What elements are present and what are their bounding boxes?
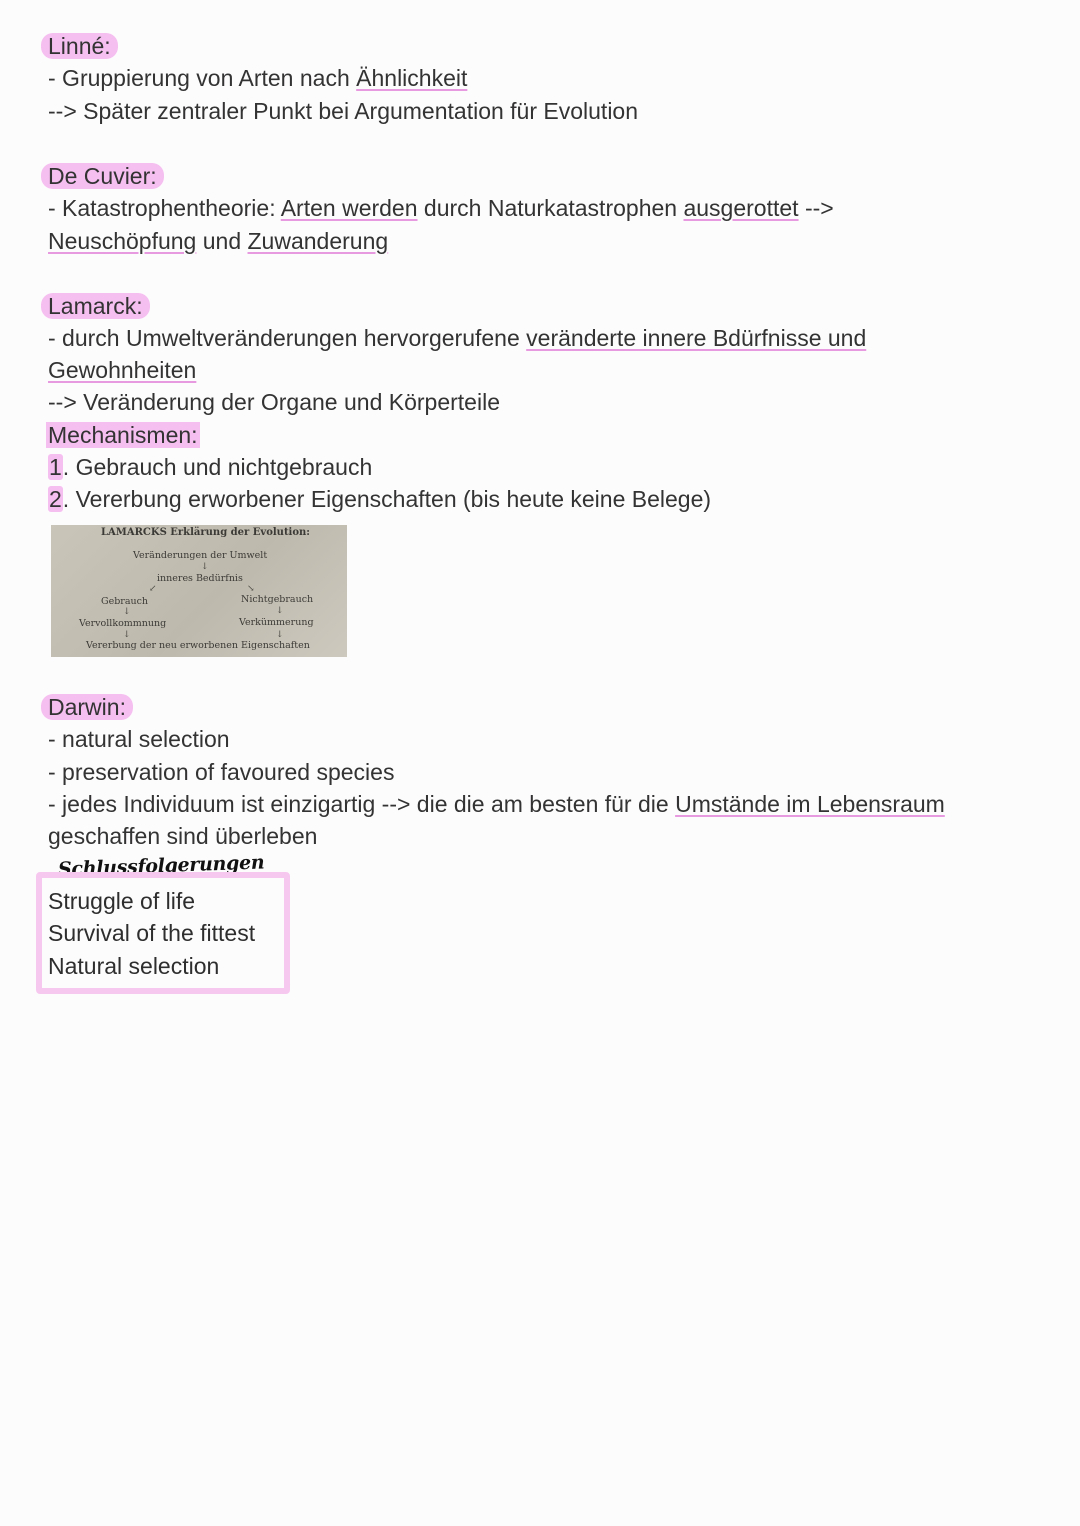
cuvier-line-1: - Katastrophentheorie: Arten werden durch Naturkatastrophen ausgerottet --> [48,195,834,221]
arrow-down-icon: ↓ [123,607,131,617]
mechanisms-label: Mechanismen: [48,422,198,448]
diagram-node-atrophy: Verkümmerung [239,617,314,628]
lamarck-diagram-photo [51,525,347,657]
darwin-line-2: - preservation of favoured species [48,759,395,785]
diagram-node-inheritance: Vererbung der neu erworbenen Eigenschaften [86,640,310,651]
lamarck-heading: Lamarck: [48,290,150,322]
linne-heading: Linné: [48,30,118,62]
diagram-node-perfection: Vervollkommnung [79,618,167,629]
mechanism-2: 2. Vererbung erworbener Eigenschaften (bis heute keine Belege) [49,486,712,512]
handwritten-conclusions-label: Schlussfolgerungen [57,851,265,881]
darwin-line-3: - jedes Individuum ist einzigartig --> die die am besten für die Umstände im Lebensraum [48,791,945,817]
lamarck-line-3: --> Veränderung der Organe und Körperteile [48,389,500,415]
linne-line-1: - Gruppierung von Arten nach Ähnlichkeit [48,65,468,91]
darwin-line-1: - natural selection [48,726,230,752]
conclusion-item: Survival of the fittest [48,920,256,946]
arrow-down-icon: ↓ [123,630,131,640]
arrow-down-icon: ↓ [276,630,284,640]
diagram-node-need: inneres Bedürfnis [157,573,243,584]
arrow-down-icon: ↓ [201,562,209,572]
darwin-line-4: geschaffen sind überleben [48,823,318,849]
diagram-node-disuse: Nichtgebrauch [241,594,314,605]
cuvier-heading: De Cuvier: [48,160,164,192]
mechanism-1: 1. Gebrauch und nichtgebrauch [49,454,373,480]
diagram-node-environment: Veränderungen der Umwelt [133,550,268,561]
darwin-heading: Darwin: [48,691,133,723]
conclusion-item: Natural selection [48,953,220,979]
diagram-title: LAMARCKS Erklärung der Evolution: [101,527,310,538]
arrow-down-icon: ↓ [276,606,284,616]
cuvier-line-2: Neuschöpfung und Zuwanderung [48,228,389,254]
arrow-down-left-icon: ↙ [149,584,157,594]
linne-line-2: --> Später zentraler Punkt bei Argumentation für Evolution [48,98,639,124]
diagram-node-use: Gebrauch [101,596,149,607]
arrow-down-right-icon: ↘ [247,584,255,594]
lamarck-line-1: - durch Umweltveränderungen hervorgerufene veränderte innere Bdürfnisse und [48,325,867,351]
lamarck-line-2: Gewohnheiten [48,357,197,383]
conclusion-item: Struggle of life [48,888,196,914]
